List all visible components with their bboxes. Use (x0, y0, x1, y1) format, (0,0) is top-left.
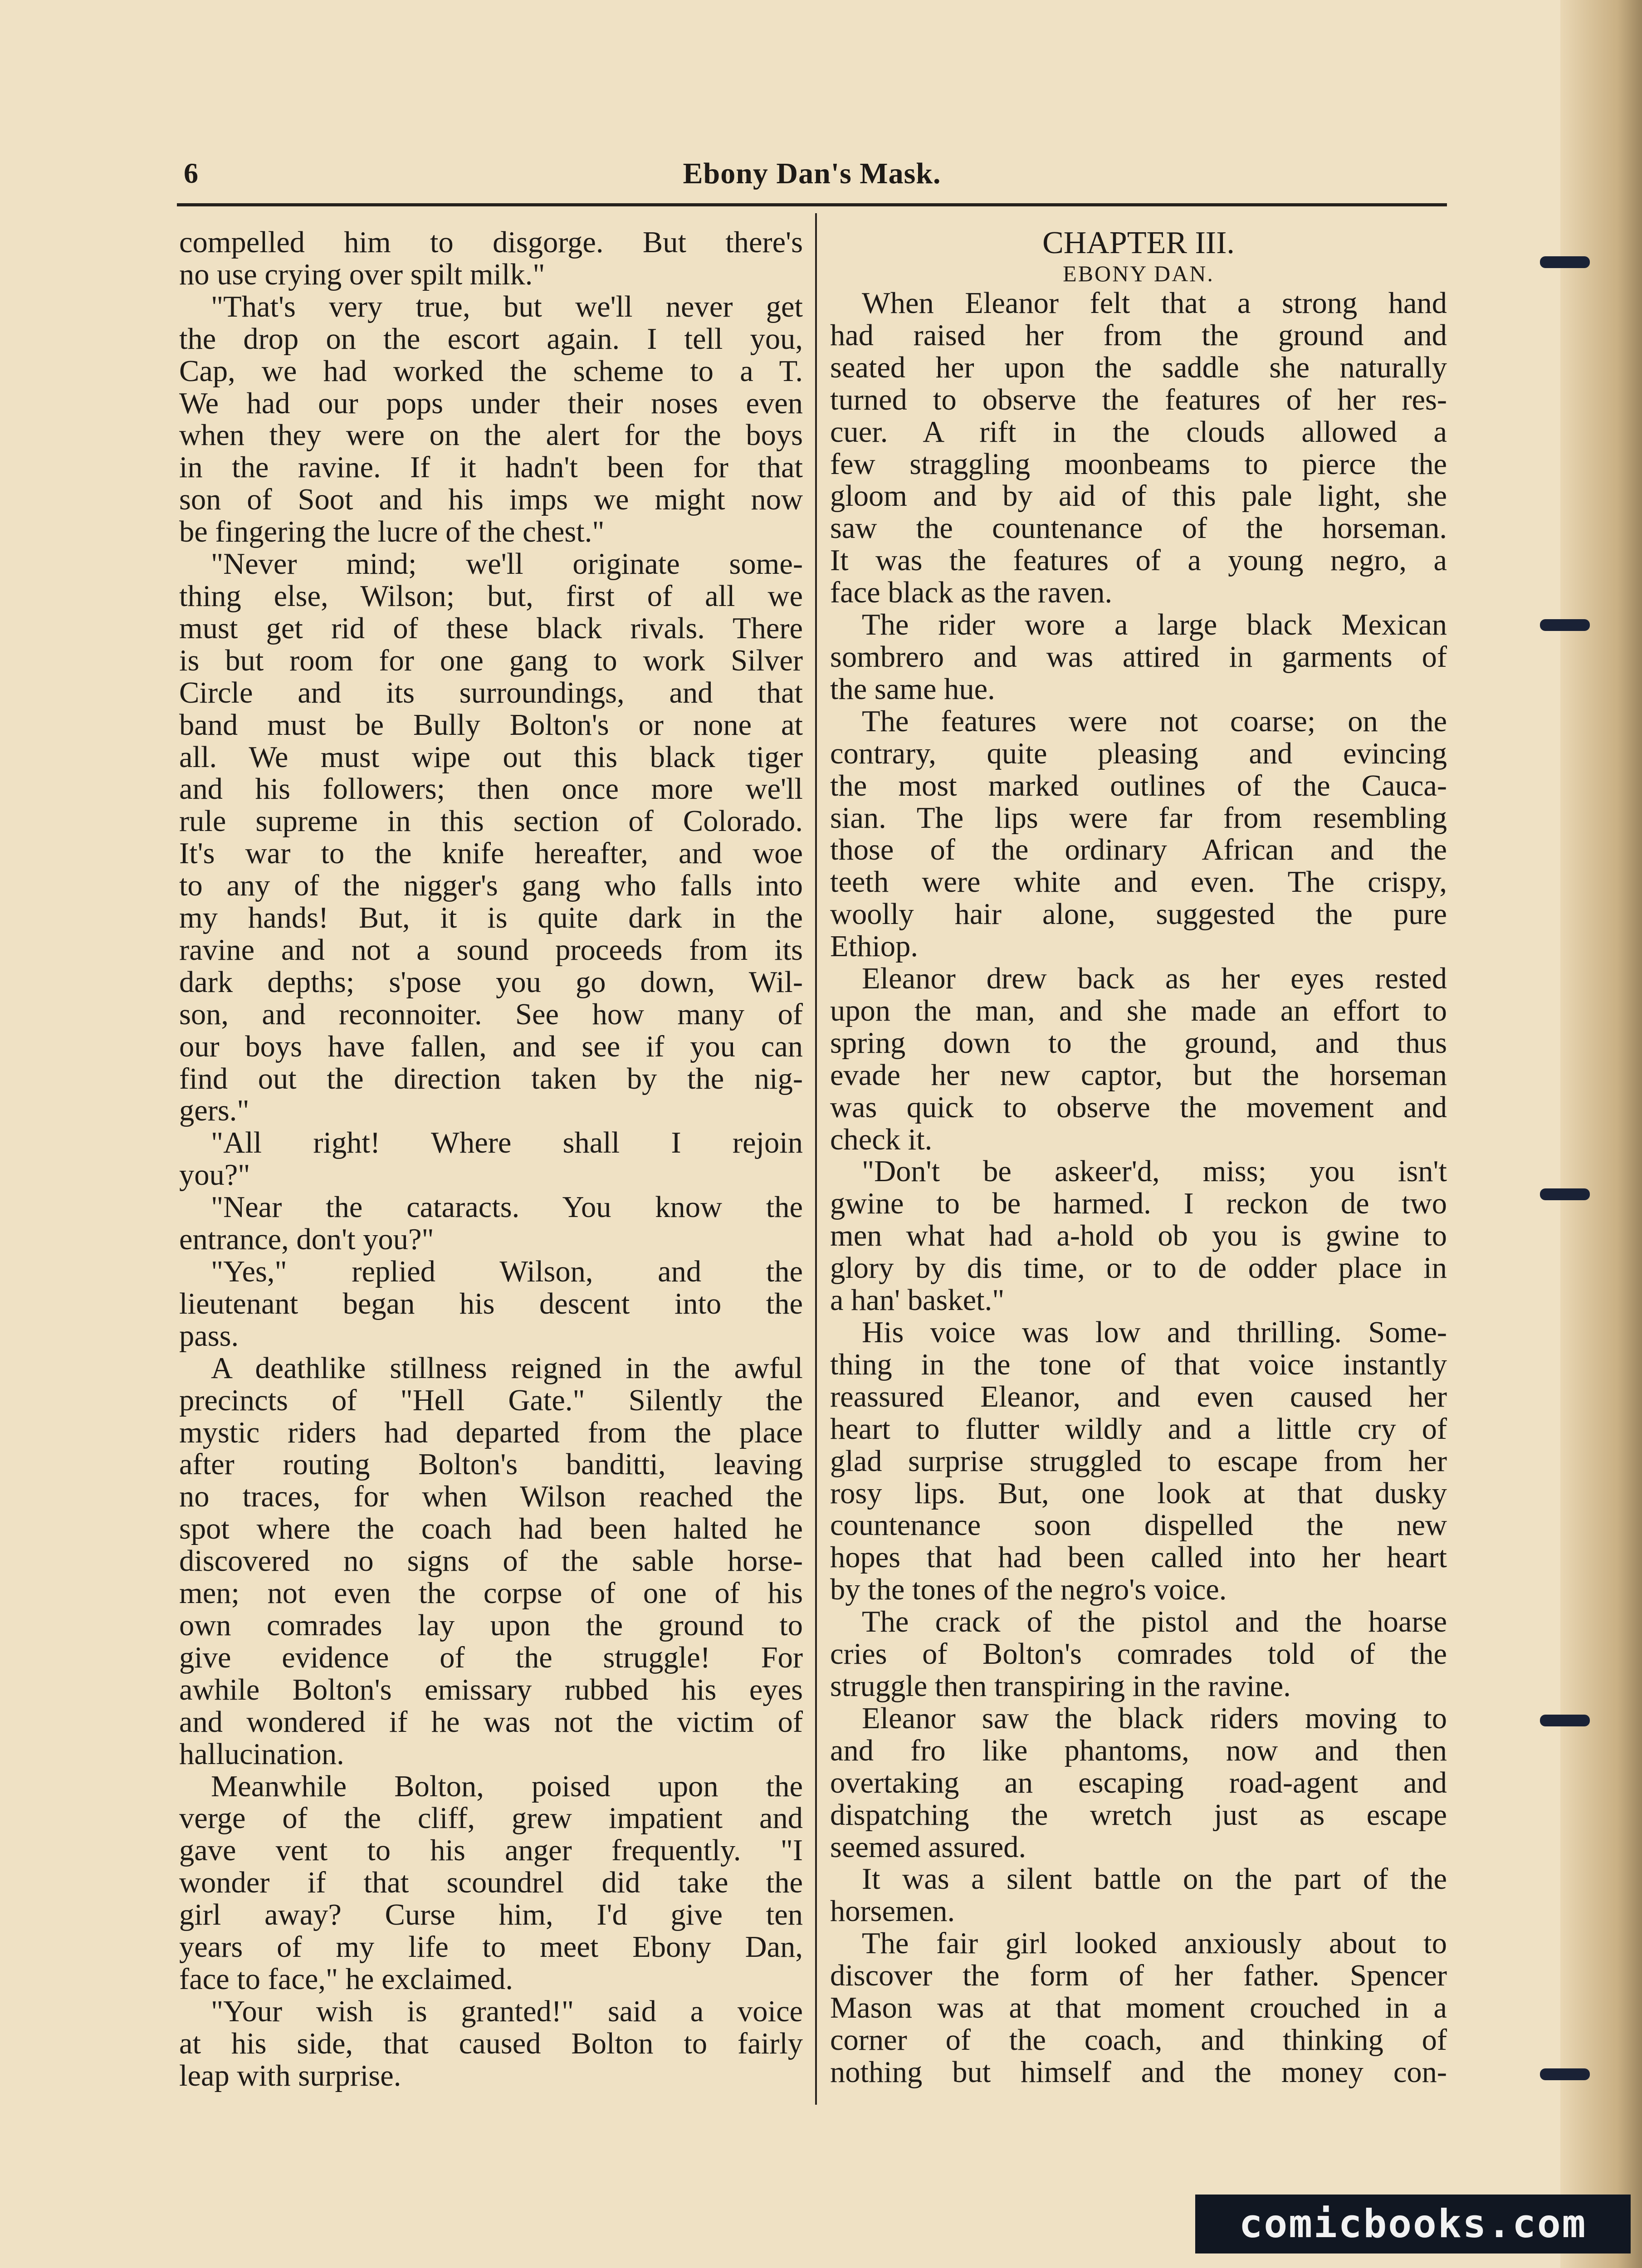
chapter-title: CHAPTER III. (1042, 225, 1235, 260)
text-line: woolly hair alone, suggested the pure (830, 898, 1447, 931)
paragraph (830, 1606, 1447, 1703)
paragraph (830, 609, 1447, 706)
text-line: wonder if that scoundrel did take the (179, 1866, 803, 1900)
text-line: after routing Bolton's banditti, leaving (179, 1448, 803, 1481)
text-line: The fair girl looked anxiously about to (862, 1927, 1447, 1960)
paragraph (830, 963, 1447, 1156)
text-line: rosy lips. But, one look at that dusky (830, 1476, 1447, 1510)
text-line: "Near the cataracts. You know the (211, 1191, 803, 1224)
text-line: hallucination. (179, 1737, 344, 1771)
text-line: at his side, that caused Bolton to fairly (179, 2027, 803, 2060)
binding-stitch (1540, 619, 1590, 631)
text-line: hopes that had been called into her heart (830, 1541, 1447, 1574)
text-line: no traces, for when Wilson reached the (179, 1480, 803, 1514)
text-line: reassured Eleanor, and even caused her (830, 1380, 1447, 1413)
text-line: horsemen. (830, 1895, 955, 1928)
page-number: 6 (184, 157, 198, 189)
text-line: "Your wish is granted!" said a voice (211, 1994, 803, 2028)
paragraph (179, 1192, 803, 1256)
text-line: and his followers; then once more we'll (179, 772, 803, 806)
running-title: Ebony Dan's Mask. (683, 157, 941, 190)
text-line: We had our pops under their noses even (179, 386, 803, 420)
binding-stitch (1540, 1715, 1590, 1726)
text-line: "Don't be askeer'd, miss; you isn't (862, 1155, 1447, 1188)
text-line: When Eleanor felt that a strong hand (862, 287, 1447, 320)
text-line: countenance soon dispelled the new (830, 1509, 1447, 1542)
text-line: sian. The lips were far from resembling (830, 801, 1447, 835)
paragraph (830, 1703, 1447, 1864)
text-line: "Never mind; we'll originate some- (211, 547, 803, 581)
binding-stitch (1540, 1188, 1590, 1200)
text-line: Cap, we had worked the scheme to a T. (179, 354, 803, 388)
text-line: and fro like phantoms, now and then (830, 1734, 1447, 1767)
text-line: corner of the coach, and thinking of (830, 2023, 1447, 2057)
text-line: find out the direction taken by the nig- (179, 1062, 803, 1095)
text-line: evade her new captor, but the horseman (830, 1058, 1447, 1092)
paragraph (179, 1996, 803, 2092)
watermark: comicbooks.com (1195, 2195, 1631, 2253)
right-column-body (830, 288, 1447, 2089)
text-line: A deathlike stillness reigned in the awful (211, 1351, 803, 1385)
text-line: discovered no signs of the sable horse- (179, 1545, 803, 1578)
page-edge (1560, 0, 1642, 2268)
paragraph (830, 1156, 1447, 1317)
text-line: The crack of the pistol and the hoarse (862, 1605, 1447, 1639)
header-rule (177, 203, 1447, 206)
text-line: to any of the nigger's gang who falls into (179, 869, 803, 903)
paragraph (179, 291, 803, 548)
text-line: you?" (179, 1158, 250, 1192)
text-line: verge of the cliff, grew impatient and (179, 1802, 803, 1835)
text-line: check it. (830, 1123, 933, 1156)
paragraph (179, 1256, 803, 1353)
text-line: the same hue. (830, 672, 995, 706)
text-line: my hands! But, it is quite dark in the (179, 901, 803, 935)
chapter-subtitle: EBONY DAN. (1063, 261, 1214, 286)
text-line: be fingering the lucre of the chest." (179, 515, 605, 549)
text-line: men; not even the corpse of one of his (179, 1577, 803, 1610)
text-line: seated her upon the saddle she naturally (830, 351, 1447, 384)
text-line: no use crying over spilt milk." (179, 258, 545, 291)
text-line: pass. (179, 1319, 239, 1353)
text-line: dark depths; s'pose you go down, Wil- (179, 965, 803, 999)
page-header (179, 156, 1445, 200)
text-line: son, and reconnoiter. See how many of (179, 997, 803, 1031)
paragraph (179, 1353, 803, 1771)
text-line: Circle and its surroundings, and that (179, 676, 803, 709)
text-line: Eleanor saw the black riders moving to (862, 1701, 1447, 1735)
text-line: and wondered if he was not the victim of (179, 1705, 803, 1739)
text-line: ravine and not a sound proceeds from its (179, 933, 803, 967)
text-line: in the ravine. If it hadn't been for that (179, 451, 803, 484)
column-divider (815, 213, 817, 2105)
text-line: must get rid of these black rivals. There (179, 611, 803, 645)
text-line: was quick to observe the movement and (830, 1090, 1447, 1124)
text-line: son of Soot and his imps we might now (179, 483, 803, 517)
paragraph (830, 1863, 1447, 1928)
text-line: years of my life to meet Ebony Dan, (179, 1931, 803, 1964)
text-line: Mason was at that moment crouched in a (830, 1991, 1447, 2025)
paragraph (830, 1928, 1447, 2089)
text-line: glad surprise struggled to escape from her (830, 1444, 1447, 1478)
text-line: cuer. A rift in the clouds allowed a (830, 415, 1447, 449)
paragraph (179, 548, 803, 1127)
text-line: nothing but himself and the money con- (830, 2055, 1447, 2089)
text-line: The rider wore a large black Mexican (862, 608, 1447, 642)
text-line: turned to observe the features of her res- (830, 383, 1447, 416)
text-line: the most marked outlines of the Cauca- (830, 769, 1447, 802)
text-line: rule supreme in this section of Colorado. (179, 805, 803, 838)
text-line: The features were not coarse; on the (862, 704, 1447, 738)
text-line: those of the ordinary African and the (830, 833, 1447, 867)
text-line: glory by dis time, or to de odder place in (830, 1251, 1447, 1285)
left-column (179, 227, 803, 2092)
text-line: overtaking an escaping road-agent and (830, 1766, 1447, 1799)
text-line: His voice was low and thrilling. Some- (862, 1316, 1447, 1349)
text-line: "All right! Where shall I rejoin (211, 1126, 803, 1160)
text-line: face black as the raven. (830, 576, 1113, 610)
text-line: a han' basket." (830, 1284, 1005, 1317)
text-line: gave vent to his anger frequently. "I (179, 1834, 803, 1867)
text-line: lieutenant began his descent into the (179, 1287, 803, 1320)
text-line: dispatching the wretch just as escape (830, 1798, 1447, 1832)
text-line: "Yes," replied Wilson, and the (211, 1255, 803, 1288)
binding-stitch (1540, 2068, 1590, 2080)
right-column (830, 227, 1447, 2089)
text-line: heart to flutter wildly and a little cry of (830, 1412, 1447, 1446)
text-line: sombrero and was attired in garments of (830, 640, 1447, 674)
text-line: men what had a-hold ob you is gwine to (830, 1219, 1447, 1253)
text-line: leap with surprise. (179, 2059, 401, 2092)
text-line: upon the man, and she made an effort to (830, 994, 1447, 1027)
paragraph (179, 1771, 803, 1996)
text-line: It's war to the knife hereafter, and woe (179, 837, 803, 870)
paragraph (179, 227, 803, 291)
text-line: mystic riders had departed from the place (179, 1416, 803, 1449)
paragraph (830, 288, 1447, 609)
text-line: It was a silent battle on the part of the (862, 1862, 1447, 1896)
text-line: is but room for one gang to work Silver (179, 644, 803, 677)
text-line: spring down to the ground, and thus (830, 1026, 1447, 1060)
text-line: face to face," he exclaimed. (179, 1962, 513, 1996)
text-line: gers." (179, 1094, 249, 1128)
text-line: It was the features of a young negro, a (830, 544, 1447, 577)
text-line: when they were on the alert for the boys (179, 419, 803, 452)
text-line: own comrades lay upon the ground to (179, 1608, 803, 1642)
text-line: teeth were white and even. The crispy, (830, 865, 1447, 899)
text-line: contrary, quite pleasing and evincing (830, 737, 1447, 770)
text-line: had raised her from the ground and (830, 318, 1447, 352)
text-line: all. We must wipe out this black tiger (179, 740, 803, 774)
paragraph (179, 1127, 803, 1192)
text-line: gwine to be harmed. I reckon de two (830, 1187, 1447, 1221)
text-line: gloom and by aid of this pale light, she (830, 479, 1447, 513)
text-line: awhile Bolton's emissary rubbed his eyes (179, 1673, 803, 1706)
text-line: cries of Bolton's comrades told of the (830, 1637, 1447, 1671)
text-line: thing else, Wilson; but, first of all we (179, 579, 803, 613)
text-line: few straggling moonbeams to pierce the (830, 447, 1447, 481)
text-line: saw the countenance of the horseman. (830, 512, 1447, 545)
binding-stitch (1540, 256, 1590, 268)
text-line: Ethiop. (830, 930, 918, 963)
text-line: "That's very true, but we'll never get (211, 290, 803, 323)
text-line: entrance, don't you?" (179, 1223, 434, 1256)
text-line: discover the form of her father. Spencer (830, 1959, 1447, 1993)
paragraph (830, 706, 1447, 963)
text-line: seemed assured. (830, 1830, 1026, 1864)
text-line: Eleanor drew back as her eyes rested (862, 962, 1447, 996)
text-line: band must be Bully Bolton's or none at (179, 708, 803, 742)
text-line: spot where the coach had been halted he (179, 1512, 803, 1546)
text-line: compelled him to disgorge. But there's (179, 226, 803, 259)
text-line: Meanwhile Bolton, poised upon the (211, 1769, 803, 1803)
text-line: by the tones of the negro's voice. (830, 1573, 1227, 1607)
text-line: girl away? Curse him, I'd give ten (179, 1898, 803, 1932)
text-line: the drop on the escort again. I tell you, (179, 322, 803, 356)
text-line: our boys have fallen, and see if you can (179, 1030, 803, 1063)
paragraph (830, 1317, 1447, 1606)
text-line: thing in the tone of that voice instantly (830, 1348, 1447, 1381)
text-line: give evidence of the struggle! For (179, 1641, 803, 1674)
text-line: struggle then transpiring in the ravine. (830, 1669, 1291, 1703)
text-line: precincts of "Hell Gate." Silently the (179, 1383, 803, 1417)
